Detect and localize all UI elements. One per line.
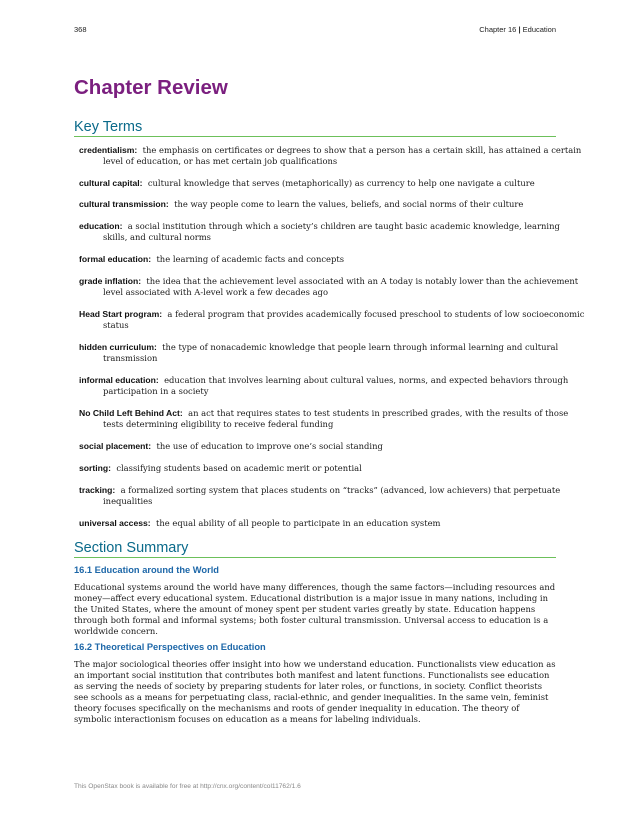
term-definition: an act that requires states to test students in prescribed grades, with the results of those tests determining eligibility to receive federal funding — [103, 408, 569, 429]
term-definition: a federal program that provides academically focused preschool to students of low socioeconomic status — [103, 309, 585, 330]
term-name: credentialism: — [79, 145, 138, 155]
summary-subheading-16-1: 16.1 Education around the World — [74, 565, 219, 575]
term-definition: classifying students based on academic merit or potential — [116, 463, 362, 473]
running-header — [479, 25, 556, 34]
key-term — [74, 342, 585, 364]
term-definition: the learning of academic facts and concepts — [156, 254, 345, 264]
term-name: education: — [79, 221, 123, 231]
term-definition: education that involves learning about cultural values, norms, and expected behaviors through participation in a society — [103, 375, 569, 396]
key-term — [74, 309, 585, 331]
term-name: tracking: — [79, 485, 116, 495]
key-term — [74, 463, 585, 474]
key-term — [74, 276, 585, 298]
key-term — [74, 199, 585, 210]
section-summary-heading: Section Summary — [74, 539, 556, 558]
term-name: formal education: — [79, 254, 152, 264]
summary-subheading-16-2: 16.2 Theoretical Perspectives on Education — [74, 642, 266, 652]
term-definition: cultural knowledge that serves (metaphorically) as currency to help one navigate a culture — [147, 178, 535, 188]
term-definition: a formalized sorting system that places students on “tracks” (advanced, low achievers) that perpetuate inequalities — [103, 485, 561, 506]
header-section: Education — [522, 25, 556, 34]
header-chapter: Chapter 16 — [479, 25, 517, 34]
key-term — [74, 485, 585, 507]
term-name: sorting: — [79, 463, 111, 473]
key-term — [74, 221, 585, 243]
key-term — [74, 178, 585, 189]
term-definition: the idea that the achievement level associated with an A today is notably lower than the achievement level associated with A-level work a few decades ago — [103, 276, 579, 297]
term-definition: a social institution through which a society’s children are taught basic academic knowledge, learning skills, and cultural norms — [103, 221, 560, 242]
page-number: 368 — [74, 25, 87, 34]
term-name: social placement: — [79, 441, 152, 451]
term-definition: the type of nonacademic knowledge that people learn through informal learning and cultural transmission — [103, 342, 559, 363]
key-term — [74, 254, 585, 265]
summary-paragraph-16-2: The major sociological theories offer insight into how we understand education. Functionalists view education as an important social institution that contributes both manifest and latent functions. Functionalists see education as serving the needs of society by preparing students for later roles, or functions, in society. Conflict theorists see schools as a means for perpetuating class, racial-ethnic, and gender inequalities. In the same vein, feminist theory focuses specifically on the mechanisms and roots of gender inequality in education. The theory of symbolic interactionism focuses on education as a means for labeling individuals. — [74, 659, 556, 725]
page-title: Chapter Review — [74, 76, 228, 99]
term-definition: the way people come to learn the values, beliefs, and social norms of their culture — [174, 199, 524, 209]
term-name: universal access: — [79, 518, 151, 528]
term-name: informal education: — [79, 375, 159, 385]
footer-note: This OpenStax book is available for free at http://cnx.org/content/col11762/1.6 — [74, 783, 301, 790]
term-name: hidden curriculum: — [79, 342, 157, 352]
key-term — [74, 145, 585, 167]
key-term — [74, 375, 585, 397]
key-term — [74, 518, 585, 529]
term-name: cultural capital: — [79, 178, 143, 188]
term-name: Head Start program: — [79, 309, 163, 319]
term-definition: the equal ability of all people to participate in an education system — [156, 518, 441, 528]
key-term — [74, 441, 585, 452]
term-definition: the emphasis on certificates or degrees to show that a person has a certain skill, has attained a certain level of education, or has met certain job qualifications — [103, 145, 582, 166]
summary-paragraph-16-1: Educational systems around the world have many differences, though the same factors—including resources and money—affect every educational system. Educational distribution is a major issue in many nations, including in the United States, where the amount of money spent per student varies greatly by state. Education happens through both formal and informal systems; both foster cultural transmission. Universal access to education is a worldwide concern. — [74, 582, 556, 637]
term-name: grade inflation: — [79, 276, 142, 286]
term-name: No Child Left Behind Act: — [79, 408, 183, 418]
key-terms-heading: Key Terms — [74, 118, 556, 137]
header-separator: | — [516, 25, 523, 34]
term-name: cultural transmission: — [79, 199, 169, 209]
term-definition: the use of education to improve one’s social standing — [156, 441, 383, 451]
key-term — [74, 408, 585, 430]
